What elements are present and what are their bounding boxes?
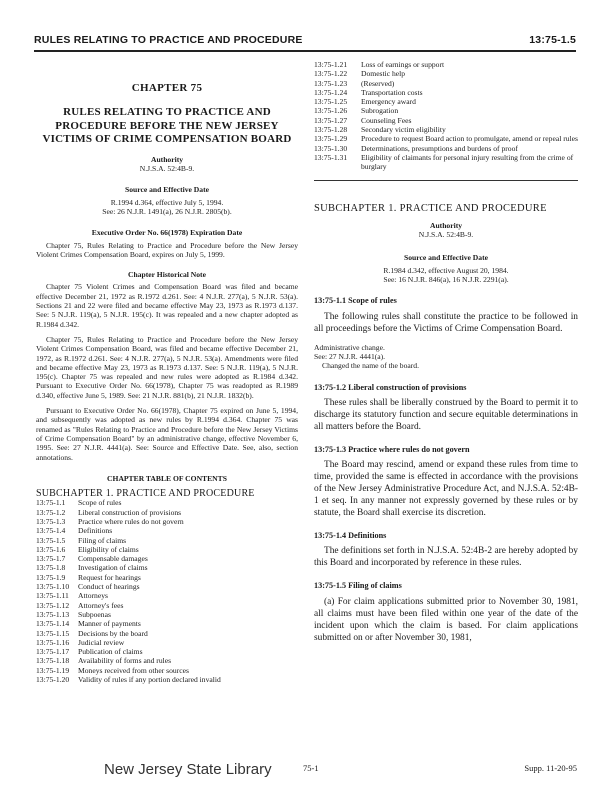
source-heading: Source and Effective Date	[403, 253, 488, 263]
toc-section-number: 13:75-1.11	[36, 591, 69, 601]
chapter-title: RULES RELATING TO PRACTICE AND PROCEDURE BEFORE THE NEW JERSEY VICTIMS OF CRIME COMPENSATION BOARD	[42, 106, 292, 146]
toc-section-title: Filing of claims	[78, 535, 127, 545]
toc-section-number: 13:75-1.12	[36, 600, 70, 610]
toc-section-title: Transportation costs	[361, 87, 423, 97]
toc-row	[36, 498, 298, 507]
toc-section-number: 13:75-1.10	[36, 582, 70, 592]
source-line-1: R.1984 d.342, effective August 20, 1984.	[383, 265, 509, 275]
toc-row	[314, 153, 578, 172]
section-text-1-4: The definitions set forth in N.J.S.A. 52:4B-2 are hereby adopted by this Board and incorporated by reference in these rules.	[314, 546, 578, 569]
toc-row	[36, 647, 298, 656]
section-heading-1-5: 13:75-1.5 Filing of claims	[314, 581, 402, 591]
toc-row	[36, 563, 298, 572]
history-paragraph-3: Pursuant to Executive Order No. 66(1978), Chapter 75 expired on June 5, 1994, and subsequently was adopted as new rules by R.1994 d.364. Chapter 75 was renamed as "Rules Relating to Practice and Procedure before the New Jersey Victims of Crime Compensation Board" by an administrative change, effective November 6, 1995. See: 27 N.J.R. 4441(a). See: Source and Effective Date. See, also, section annotations.	[36, 406, 298, 462]
page-number: 75-1	[303, 763, 319, 773]
toc-section-title: Domestic help	[361, 69, 406, 79]
authority-text: N.J.S.A. 52:4B-9.	[139, 164, 195, 174]
toc-heading: CHAPTER TABLE OF CONTENTS	[107, 473, 227, 483]
toc-row	[314, 60, 578, 69]
toc-section-number: 13:75-1.8	[36, 563, 66, 573]
toc-section-title: Conduct of hearings	[78, 582, 140, 592]
toc-row	[36, 591, 298, 600]
toc-row	[314, 88, 578, 97]
toc-row	[314, 79, 578, 88]
running-header	[34, 34, 576, 50]
toc-section-number: 13:75-1.23	[314, 78, 348, 88]
toc-section-number: 13:75-1.25	[314, 97, 348, 107]
toc-section-title: Investigation of claims	[78, 563, 148, 573]
toc-section-title: Validity of rules if any portion declared invalid	[78, 675, 221, 685]
toc-section-number: 13:75-1.15	[36, 628, 70, 638]
toc-section-title: Counseling Fees	[361, 115, 412, 125]
toc-row	[36, 601, 298, 610]
toc-row	[314, 106, 578, 115]
toc-row	[36, 526, 298, 535]
toc-row	[36, 629, 298, 638]
toc-row	[36, 536, 298, 545]
toc-section-title: Secondary victim eligibility	[361, 125, 446, 135]
toc-section-number: 13:75-1.5	[36, 535, 66, 545]
toc-section-title: Moneys received from other sources	[78, 665, 189, 675]
section-text-1-5: (a) For claim applications submitted prior to November 30, 1981, all claims must have been filed within one year of the date of the incident upon which the claim is based. For claim applications submitted on or after November 30, 1981,	[314, 596, 578, 643]
toc-section-title: Eligibility of claimants for personal injury resulting from the crime of burglary	[361, 152, 574, 172]
header-title: RULES RELATING TO PRACTICE AND PROCEDURE	[34, 34, 303, 46]
note-line: Changed the name of the board.	[322, 361, 419, 371]
toc-section-title: Attorneys	[78, 591, 108, 601]
toc-section-title: Request for hearings	[78, 572, 141, 582]
toc-section-title: Subpoenas	[78, 609, 111, 619]
toc-row	[36, 610, 298, 619]
toc-row	[36, 619, 298, 628]
toc-section-title: Judicial review	[78, 637, 125, 647]
header-rule	[34, 50, 576, 52]
toc-section-number: 13:75-1.31	[314, 152, 348, 162]
section-heading-1-2: 13:75-1.2 Liberal construction of provisions	[314, 382, 467, 392]
toc-section-number: 13:75-1.24	[314, 87, 348, 97]
chapter-number: CHAPTER 75	[131, 82, 203, 94]
toc-section-title: Practice where rules do not govern	[78, 517, 184, 526]
toc-row	[36, 545, 298, 554]
toc-section-number: 13:75-1.18	[36, 656, 70, 666]
toc-section-title: Manner of payments	[78, 619, 141, 629]
toc-section-number: 13:75-1.21	[314, 60, 348, 69]
left-column	[36, 60, 298, 684]
toc-section-number: 13:75-1.28	[314, 125, 348, 135]
toc-section-title: Availability of forms and rules	[78, 656, 172, 666]
toc-row	[36, 638, 298, 647]
toc-row	[36, 508, 298, 517]
toc-section-number: 13:75-1.16	[36, 637, 70, 647]
toc-row	[314, 134, 578, 143]
toc-section-title: Decisions by the board	[78, 628, 148, 638]
toc-section-title: Procedure to request Board action to promulgate, amend or repeal rules	[361, 134, 578, 144]
toc-section-number: 13:75-1.27	[314, 115, 348, 125]
toc-divider	[314, 180, 578, 181]
toc-section-title: (Reserved)	[361, 78, 395, 88]
exec-order-heading: Executive Order No. 66(1978) Expiration Date	[91, 228, 243, 238]
toc-row	[36, 573, 298, 582]
section-text-1-1: The following rules shall constitute the practice to be followed in all proceedings before the Victims of Crime Compensation Board.	[314, 311, 578, 334]
library-stamp: New Jersey State Library	[104, 761, 272, 778]
toc-row	[36, 517, 298, 526]
toc-section-title: Liberal construction of provisions	[78, 507, 182, 517]
toc-section-number: 13:75-1.19	[36, 665, 70, 675]
source-line-2: See: 26 N.J.R. 1491(a), 26 N.J.R. 2805(b).	[102, 206, 232, 216]
toc-section-number: 13:75-1.20	[36, 675, 70, 685]
toc-section-number: 13:75-1.17	[36, 647, 70, 657]
source-heading: Source and Effective Date	[124, 185, 209, 195]
history-paragraph-2: Chapter 75, Rules Relating to Practice and Procedure before the New Jersey Violent Crimes Compensation Board, was filed and became effective December 21, 1972, as R.1972 d.261. See: 4 N.J.R. 277(a), 5 N.J.R. 53(a). Amendments were filed and became effective May 23, 1973 as R.1973 d.137. See: 5 N.J.R. 119(a), 5 N.J.R. 195(c). Chapter 75 was repealed and new rules were adopted as R.1984 d.342. Pursuant to Executive Order No. 66(1978), Chapter 75 was readopted as R.1989 d.340, effective June 5, 1989. See: 21 N.J.R. 881(b), 21 N.J.R. 1832(b).	[36, 334, 298, 400]
supplement-date: Supp. 11-20-95	[524, 763, 577, 773]
toc-section-title: Subrogation	[361, 106, 399, 116]
toc-section-number: 13:75-1.6	[36, 544, 66, 554]
toc-section-title: Attorney's fees	[78, 600, 124, 610]
toc-section-number: 13:75-1.7	[36, 554, 66, 564]
subchapter-title: SUBCHAPTER 1. PRACTICE AND PROCEDURE	[314, 202, 547, 214]
toc-section-number: 13:75-1.29	[314, 134, 348, 144]
toc-row	[36, 666, 298, 675]
toc-section-title: Definitions	[78, 526, 113, 536]
toc-section-title: Publication of claims	[78, 647, 143, 657]
authority-text: N.J.S.A. 52:4B-9.	[418, 230, 474, 240]
toc-section-title: Emergency award	[361, 97, 416, 107]
toc-row	[314, 116, 578, 125]
toc-section-number: 13:75-1.1	[36, 498, 66, 508]
header-section-number: 13:75-1.5	[529, 34, 576, 46]
right-column	[314, 60, 578, 644]
toc-section-title: Compensable damages	[78, 554, 148, 564]
toc-section-title: Eligibility of claims	[78, 544, 139, 554]
toc-subchapter: SUBCHAPTER 1. PRACTICE AND PROCEDURE	[36, 488, 255, 500]
toc-section-title: Determinations, presumptions and burdens of proof	[361, 143, 518, 153]
toc-section-number: 13:75-1.4	[36, 526, 66, 536]
toc-section-number: 13:75-1.9	[36, 572, 66, 582]
toc-section-number: 13:75-1.30	[314, 143, 348, 153]
history-paragraph-1: Chapter 75 Violent Crimes and Compensation Board was filed and became effective December 21, 1972 as R.1972 d.261. See: 4 N.J.R. 277(a), 5 N.J.R. 53(a). Sections 21 and 22 were filed and became effective May 23, 1973 as R.1973 d.137. See: 5 N.J.R. 119(a), 5 N.J.R. 195(c). It was repealed and a new chapter adopted as R.1984 d.342.	[36, 282, 298, 329]
source-line-1: R.1994 d.364, effective July 5, 1994.	[110, 197, 224, 207]
toc-row	[36, 656, 298, 665]
toc-section-number: 13:75-1.26	[314, 106, 348, 116]
toc-table-right	[314, 60, 578, 172]
toc-row	[36, 582, 298, 591]
note-line: See: 27 N.J.R. 4441(a).	[314, 351, 386, 361]
toc-section-title: Scope of rules	[78, 498, 122, 508]
authority-heading: Authority	[150, 154, 184, 164]
toc-row	[314, 125, 578, 134]
authority-heading: Authority	[429, 220, 463, 230]
toc-row	[36, 554, 298, 563]
toc-row	[314, 144, 578, 153]
section-text-1-3: The Board may rescind, amend or expand these rules from time to time, provided the same is effected in accordance with the provisions of the New Jersey Administrative Procedure Act, and N.J.S.A. 52:4B-1 et seq. In any manner not expressly governed by these rules or by statute, the Board shall exercise its discretion.	[314, 460, 578, 519]
toc-section-number: 13:75-1.13	[36, 609, 70, 619]
exec-order-text: Chapter 75, Rules Relating to Practice and Procedure before the New Jersey Violent Crimes Compensation Board, expires on July 5, 1999.	[36, 240, 298, 259]
note-line: Administrative change.	[314, 342, 385, 352]
section-heading-1-4: 13:75-1.4 Definitions	[314, 531, 387, 541]
section-note-1-1	[314, 343, 578, 371]
toc-section-number: 13:75-1.3	[36, 517, 66, 526]
toc-row	[314, 97, 578, 106]
section-heading-1-3: 13:75-1.3 Practice where rules do not govern	[314, 444, 470, 454]
section-text-1-2: These rules shall be liberally construed by the Board to permit it to discharge its statutory function and secure equitable determinations in all matters before the Board.	[314, 397, 578, 432]
section-heading-1-1: 13:75-1.1 Scope of rules	[314, 296, 397, 306]
toc-row	[314, 69, 578, 78]
toc-section-number: 13:75-1.22	[314, 69, 348, 79]
source-line-2: See: 16 N.J.R. 846(a), 16 N.J.R. 2291(a).	[383, 275, 509, 285]
toc-section-number: 13:75-1.2	[36, 507, 66, 517]
toc-section-number: 13:75-1.14	[36, 619, 70, 629]
toc-table-left	[36, 498, 298, 684]
history-heading: Chapter Historical Note	[128, 270, 206, 280]
toc-row	[36, 675, 298, 684]
toc-section-title: Loss of earnings or support	[361, 60, 445, 69]
